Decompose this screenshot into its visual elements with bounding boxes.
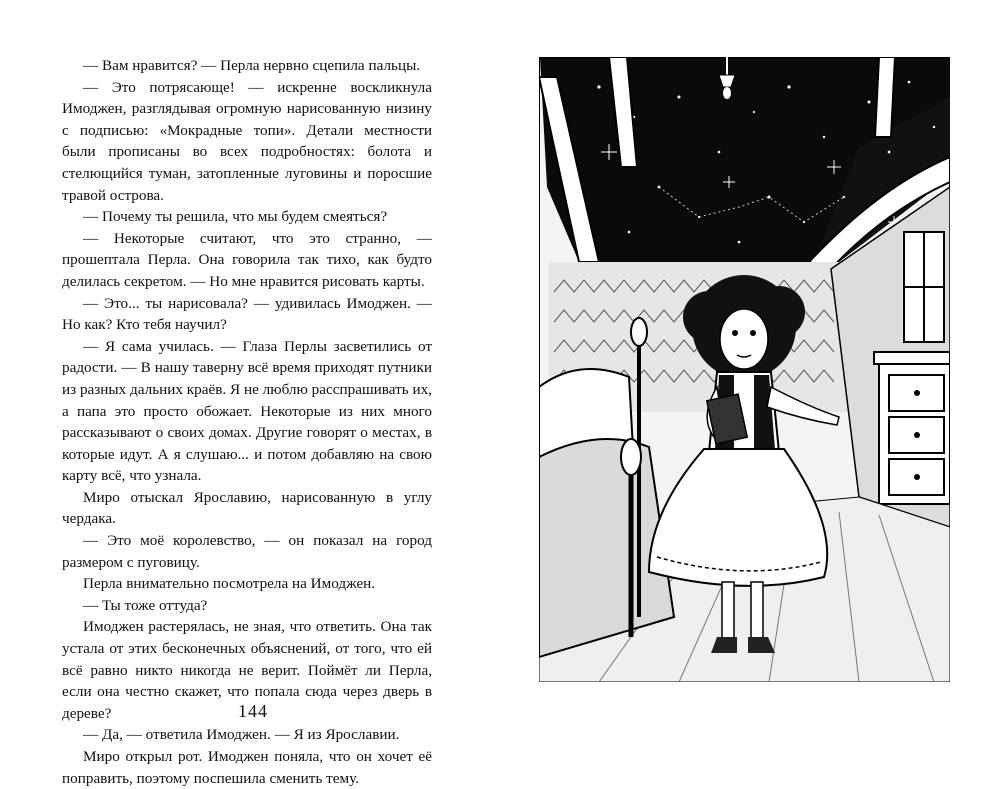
paragraph: — Некоторые считают, что это странно, — прошептала Перла. Она говорила так тихо, как будто делилась секретом. — Но мне нравится рисовать карты.: [62, 229, 432, 290]
dresser: [874, 352, 950, 504]
paragraph: — Вам нравится? — Перла нервно сцепила пальцы.: [83, 57, 421, 74]
paragraph: — Я сама училась. — Глаза Перлы засветились от радости. — В нашу таверну всё время приходят путники из разных дальних краёв. Я не люблю расспрашивать их, а папа это просто обожает. Некоторые из них много рассказывают о своих домах. Другие говорят о местах, в которые идут. А я слушаю... и потом добавляю на свою карту всё, что узнала.: [62, 337, 432, 485]
paragraph: — Это потрясающе! — искренне воскликнула Имоджен, разглядывая огромную нарисованную низину с подписью: «Мокрадные топи». Детали местности были прописаны во всех подробностях: болота и стелющийся туман, затопленные луговины и поросшие травой острова.: [62, 78, 432, 204]
paragraph: — Почему ты решила, что мы будем смеяться?: [83, 208, 388, 226]
paragraph: Перла внимательно посмотрела на Имоджен.: [83, 575, 376, 593]
paragraph: — Ты тоже оттуда?: [83, 596, 208, 614]
paragraph: — Это... ты нарисовала? — удивилась Имоджен. — Но как? Кто тебя научил?: [62, 294, 432, 334]
body-text: [62, 55, 432, 789]
left-page: [0, 0, 500, 787]
paragraph: Имоджен растерялась, не зная, что ответить. Она так устала от этих бесконечных объяснений, от того, что ей всё равно никто никогда не верит. Поймёт ли Перла, если она честно скажет, что попала сюда через дверь в дереве?: [62, 618, 432, 722]
illustration-svg: [539, 57, 950, 682]
illustration-girl-in-attic: [539, 57, 950, 682]
page-number: 144: [238, 701, 268, 721]
window: [904, 232, 944, 342]
paragraph: — Это моё королевство, — он показал на город размером с пуговицу.: [62, 532, 432, 571]
paragraph: — Да, — ответила Имоджен. — Я из Ярославии.: [83, 726, 400, 744]
paragraph: Миро открыл рот. Имоджен поняла, что он хочет её поправить, поэтому поспешила сменить тему.: [62, 748, 432, 787]
paragraph: Миро отыскал Ярославию, нарисованную в углу чердака.: [62, 488, 432, 528]
